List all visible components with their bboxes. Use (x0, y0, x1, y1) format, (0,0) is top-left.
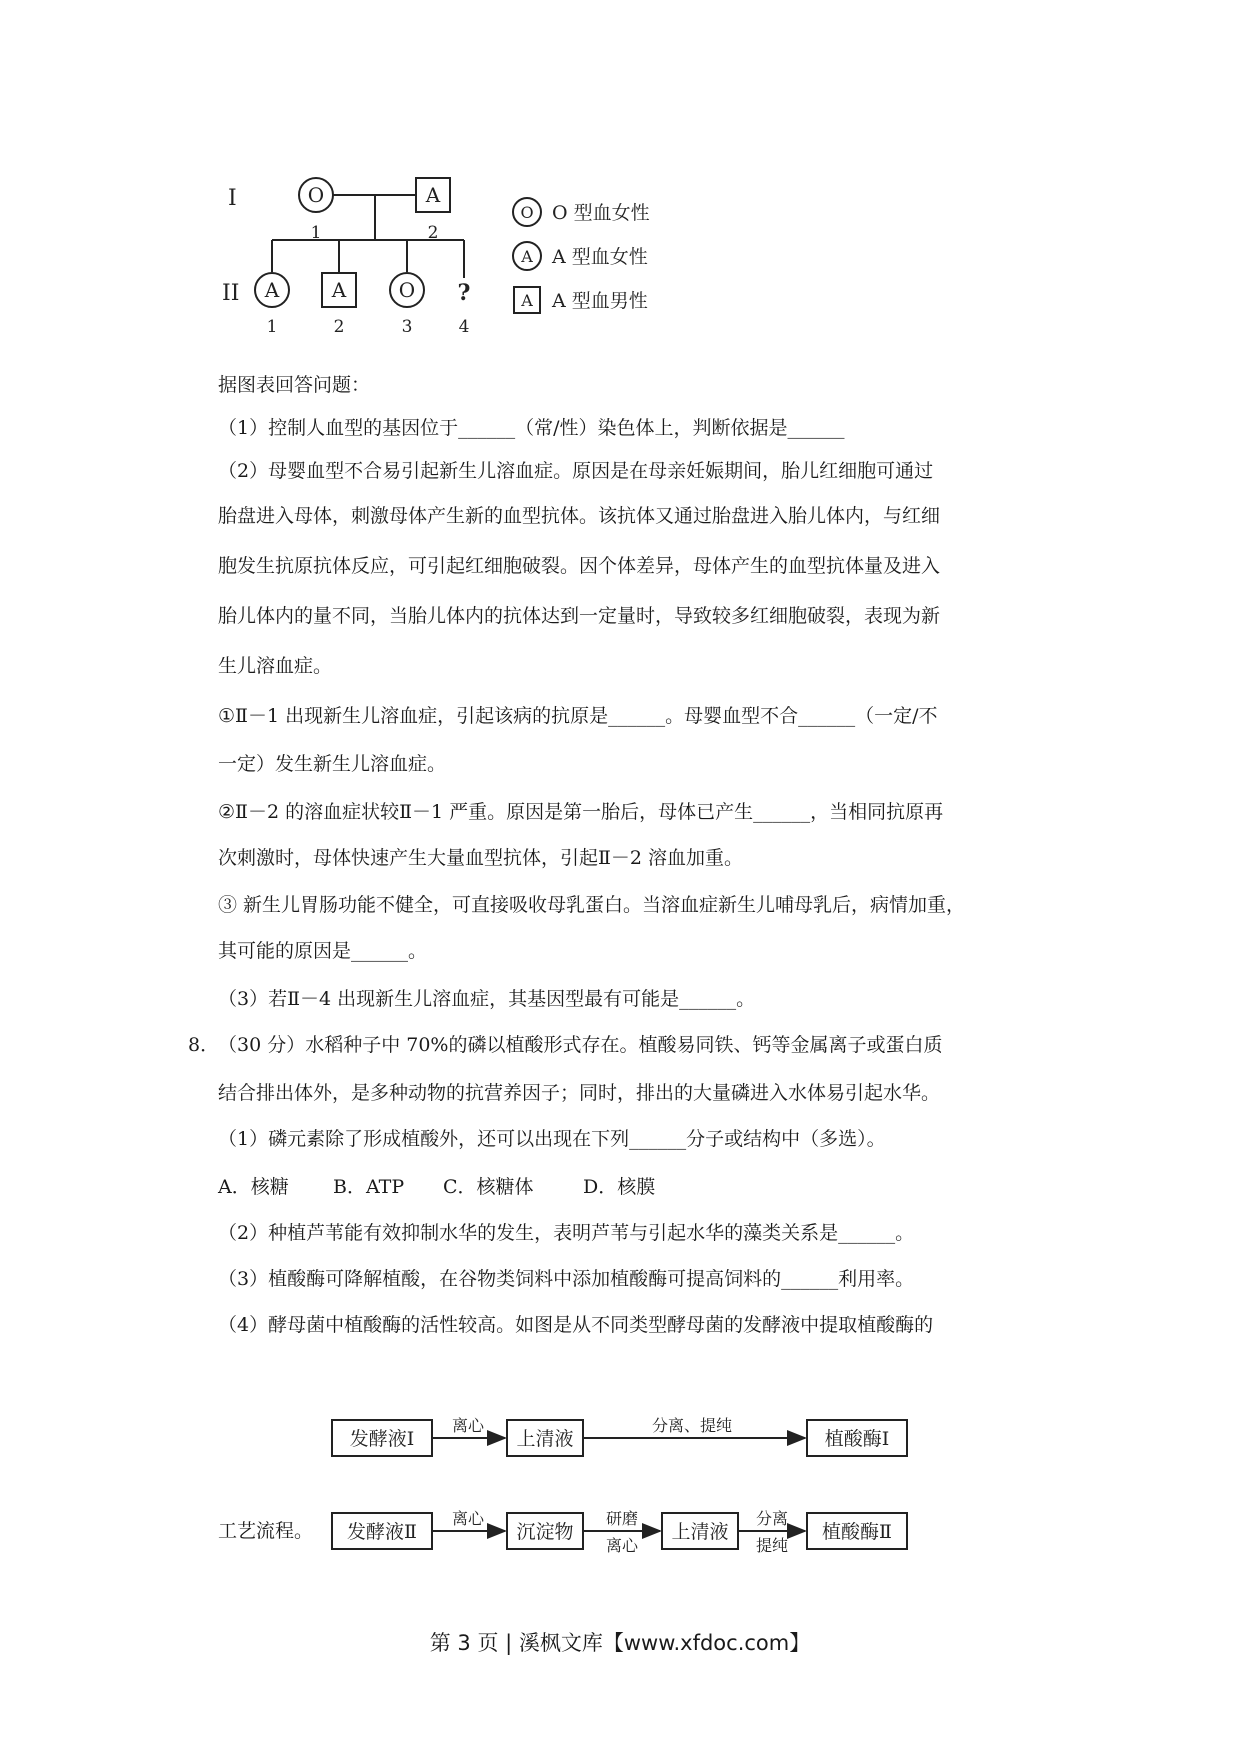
q7-sub1-line1: ①Ⅱ－1 出现新生儿溶血症，引起该病的抗原是______。母婴血型不合______（一定/不 (218, 705, 938, 727)
process-label: 工艺流程。 (218, 1520, 314, 1542)
option-b: B．ATP (333, 1176, 405, 1198)
legend-text-o-female: O 型血女性 (552, 202, 650, 224)
individual-I1-number: 1 (310, 223, 322, 243)
option-a: A．核糖 (218, 1176, 289, 1198)
generation-1-label: I (228, 186, 237, 211)
q8-part3: （3）植酸酶可降解植酸，在谷物类饲料中添加植酸酶可提高饲料的______利用率。 (218, 1268, 915, 1290)
flow-box-phytase-2: 植酸酶Ⅱ (822, 1521, 892, 1543)
flow-box-phytase-1: 植酸酶Ⅰ (824, 1428, 890, 1450)
q7-part2-line3: 胞发生抗原抗体反应，可引起红细胞破裂。因个体差异，母体产生的血型抗体量及进入 (218, 555, 941, 577)
flow-box-fermentation-2: 发酵液Ⅱ (347, 1521, 417, 1543)
legend-symbol-o-female: O (520, 203, 534, 222)
individual-II1-symbol: A (264, 278, 280, 302)
q7-part2-line2: 胎盘进入母体，刺激母体产生新的血型抗体。该抗体又通过胎盘进入胎儿体内，与红细 (218, 505, 941, 527)
q7-part2-line1: （2）母婴血型不合易引起新生儿溶血症。原因是在母亲妊娠期间，胎儿红细胞可通过 (218, 460, 934, 482)
individual-II3-symbol: O (398, 278, 416, 302)
option-c: C．核糖体 (443, 1176, 534, 1198)
individual-I1-symbol: O (307, 183, 325, 207)
q8-part2: （2）种植芦苇能有效抑制水华的发生，表明芦苇与引起水华的藻类关系是______。 (218, 1222, 915, 1244)
individual-II3-number: 3 (401, 317, 413, 337)
q7-part2-line5: 生儿溶血症。 (218, 655, 333, 677)
legend-symbol-a-male: A (521, 291, 533, 310)
q7-sub2-line1: ②Ⅱ－2 的溶血症状较Ⅱ－1 严重。原因是第一胎后，母体已产生______，当相同抗原再 (218, 801, 944, 823)
legend-text-a-male: A 型血男性 (552, 290, 648, 312)
pedigree-chart (210, 160, 700, 355)
flow-box-fermentation-1: 发酵液Ⅰ (349, 1428, 415, 1450)
q7-part3: （3）若Ⅱ－4 出现新生儿溶血症，其基因型最有可能是______。 (218, 988, 756, 1010)
q7-part2-line4: 胎儿体内的量不同，当胎儿体内的抗体达到一定量时，导致较多红细胞破裂，表现为新 (218, 605, 941, 627)
flow-arrow-label-centrifuge-1: 离心 (451, 1416, 485, 1435)
individual-II4-symbol: ? (457, 280, 471, 306)
option-d: D．核膜 (583, 1176, 656, 1198)
individual-II2-symbol: A (331, 278, 347, 302)
intro-line: 据图表回答问题： (218, 374, 371, 396)
legend-symbol-a-female: A (521, 247, 533, 266)
q7-part1: （1）控制人血型的基因位于______（常/性）染色体上，判断依据是______ (218, 417, 845, 439)
individual-II1-number: 1 (266, 317, 278, 337)
individual-I2-number: 2 (427, 223, 439, 243)
q8-number: 8． (188, 1034, 220, 1056)
q8-stem-line2: 结合排出体外，是多种动物的抗营养因子；同时，排出的大量磷进入水体易引起水华。 (218, 1082, 941, 1104)
q7-sub2-line2: 次刺激时，母体快速产生大量血型抗体，引起Ⅱ－2 溶血加重。 (218, 847, 744, 869)
flow-arrow-label-separate: 分离 (755, 1509, 789, 1528)
q8-part1: （1）磷元素除了形成植酸外，还可以出现在下列______分子或结构中（多选）。 (218, 1128, 886, 1150)
q7-sub3-line1: ③ 新生儿胃肠功能不健全，可直接吸收母乳蛋白。当溶血症新生儿哺母乳后，病情加重， (218, 894, 966, 916)
flow-box-supernatant-1: 上清液 (516, 1428, 574, 1450)
individual-II4-number: 4 (458, 317, 470, 337)
page-footer: 第 3 页 | 溪枫文库【www.xfdoc.com】 (429, 1631, 811, 1655)
individual-I2-symbol: A (425, 183, 441, 207)
flow-arrow-label-grind: 研磨 (605, 1509, 639, 1528)
flow-box-sediment: 沉淀物 (516, 1521, 574, 1543)
process-flow-diagram (320, 1395, 920, 1560)
q7-sub3-line2: 其可能的原因是______。 (218, 940, 428, 962)
individual-II2-number: 2 (333, 317, 345, 337)
q8-part4: （4）酵母菌中植酸酶的活性较高。如图是从不同类型酵母菌的发酵液中提取植酸酶的 (218, 1314, 934, 1336)
generation-2-label: II (222, 281, 240, 306)
q7-sub1-line2: 一定）发生新生儿溶血症。 (218, 753, 447, 775)
flow-arrow-label-centrifuge-2: 离心 (451, 1509, 485, 1528)
flow-arrow-label-purify: 提纯 (755, 1536, 789, 1555)
legend-text-a-female: A 型血女性 (552, 246, 648, 268)
q8-stem-line1: （30 分）水稻种子中 70%的磷以植酸形式存在。植酸易同铁、钙等金属离子或蛋白质 (218, 1034, 943, 1056)
flow-arrow-label-centrifuge-3: 离心 (605, 1536, 639, 1555)
flow-arrow-label-separate-purify-1: 分离、提纯 (651, 1416, 733, 1435)
flow-box-supernatant-2: 上清液 (671, 1521, 729, 1543)
